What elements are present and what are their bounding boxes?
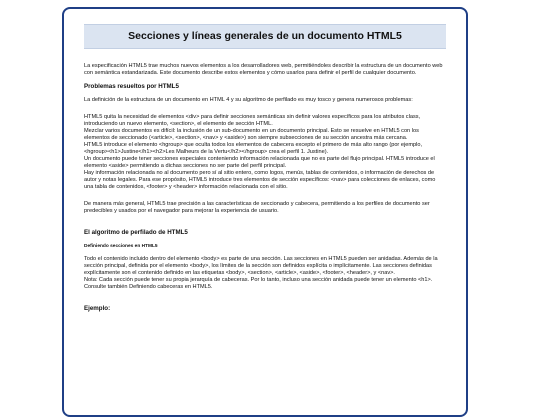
problems-list: [84, 114, 446, 191]
intro-paragraph: La especificación HTML5 trae muchos nuevos elementos a los desarrolladores web, permitiéndoles describir la estructura de un documento web con semántica estandarizada. Este documento describe estos elementos y cómo usarlos para definir el perfil de cualquier documento.: [84, 63, 443, 76]
section-heading-algorithm: El algoritmo de perfilado de HTML5: [84, 229, 188, 236]
page-title: Secciones y líneas generales de un documento HTML5: [84, 24, 446, 49]
sections-paragraph: Todo el contenido incluido dentro del elemento <body> es parte de una sección. Las secciones en HTML5 pueden ser anidadas. Además de la sección principal, definida por el elemento <body>, los límites de la sección son definidos explícita o implícitamente. Las secciones definidas explícitamente son el contenido definido en las etiquetas <body>, <section>, <article>, <aside>, <footer>, <header>, y <nav>.: [84, 256, 438, 276]
problem-item: HTML5 introduce el elemento <hgroup> que oculta todos los elementos de cabecera excepto el primero de más alto rango (por ejemplo, <hgroup><h1>Justine</h1><h2>Les Malheurs de la Vertu</h2></hgroup> crea el perfil 1. Justine).: [84, 142, 422, 155]
problem-item: HTML5 quita la necesidad de elementos <div> para definir secciones semánticas sin definir valores específicos para los atributos class, introduciendo un nuevo elemento, <section>, el elemento de sección HTML.: [84, 114, 421, 127]
problems-intro-paragraph: La definición de la estructura de un documento en HTML 4 y su algoritmo de perfilado es muy tosco y genera numerosos problemas:: [84, 97, 413, 103]
example-heading: Ejemplo:: [84, 305, 111, 312]
problem-item: Hay información relacionada no al documento pero sí al sitio entero, como logos, menús, tablas de contenidos, o información de derechos de autor y notas legales. Para ese propósito, HTML5 introduce tres elementos de sección específicos: <nav> para colecciones de enlaces, como una tabla de contenidos, <footer> y <header> información relacionada con el sitio.: [84, 170, 436, 190]
subsection-heading-defining-sections: Definiendo secciones en HTML5: [84, 244, 158, 249]
document-frame: [62, 7, 468, 417]
sections-note: Nota: Cada sección puede tener su propia jerarquía de cabeceras. Por lo tanto, incluso una sección anidada puede tener un elemento <h1>. Consulte también Definiendo cabeceras en HTML5.: [84, 277, 433, 290]
document-page: [64, 9, 466, 313]
section-heading-problems: Problemas resueltos por HTML5: [84, 83, 179, 90]
problem-item: Un documento puede tener secciones especiales conteniendo información relacionada que no es parte del flujo principal. HTML5 introduce el elemento <aside> permitiendo a dichas secciones no ser parte del perfil principal.: [84, 156, 435, 169]
summary-paragraph: De manera más general, HTML5 trae precisión a las características de seccionado y cabecera, permitiendo a los perfiles de documento ser predecibles y usados por el navegador para mejorar la experiencia de usuario.: [84, 201, 430, 214]
problem-item: Mezclar varios documentos es difícil: la inclusión de un sub-documento en un documento principal. Esto se resuelve en HTML5 con los elementos de seccionado (<article>, <section>, <nav> y <aside>) son siempre subsecciones de su sección ancestra más cercana.: [84, 128, 419, 141]
